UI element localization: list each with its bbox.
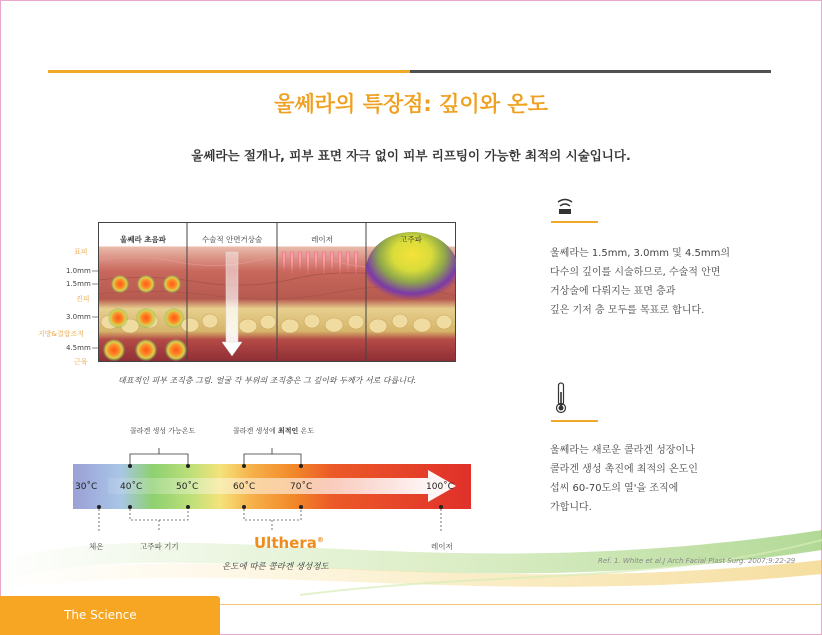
- column-label-surgery: 수술적 안면거상술: [201, 235, 263, 244]
- footer-line: [220, 604, 822, 605]
- anno-collagen-optimal: 콜라겐 생성에 최적인 온도: [233, 427, 315, 435]
- panel2-rule: [551, 420, 598, 422]
- ultrasound-wave-icon: [555, 198, 575, 216]
- layer-label-depth-1: 1.0mm: [66, 267, 91, 275]
- layer-label-depth-3: 3.0mm: [66, 313, 91, 321]
- label-laser: 레이저: [431, 542, 453, 551]
- panel2-text: 울쎄라는 새로운 콜라겐 성장이나 콜라겐 생성 촉진에 최적의 온도인 섭씨 60-70도의 열'을 조직에 가합니다.: [550, 445, 698, 513]
- panel1-rule: [551, 221, 598, 223]
- panel1-text: 울쎄라는 1.5mm, 3.0mm 및 4.5mm의 다수의 깊이를 시술하므로, 수술적 안면 거상술에 다뤄지는 표면 층과 깊은 기저 층 모두를 목표로 합니다.: [550, 248, 731, 316]
- layer-label-epidermis: 표피: [74, 248, 88, 256]
- header-accent-bar: [48, 70, 410, 73]
- anno-collagen-possible: 콜라겐 생성 가능온도: [130, 427, 196, 435]
- label-body-temp: 체온: [89, 542, 104, 551]
- column-label-laser: 레이저: [311, 235, 333, 244]
- layer-label-depth-4: 4.5mm: [66, 344, 91, 352]
- diagram-caption: 대표적인 피부 조직층 그림. 얼굴 각 부위의 조직층은 그 깊이와 두께가 서로 다릅니다.: [118, 376, 417, 385]
- temp-tick-70: 70˚C: [290, 482, 313, 492]
- temp-tick-60: 60˚C: [233, 482, 256, 492]
- ulthera-logo: Ulthera®: [254, 534, 324, 552]
- thermometer-icon: [555, 382, 567, 414]
- footer-section-label: The Science: [64, 608, 137, 622]
- column-label-ulthera: 울쎄라 초음파: [119, 235, 167, 244]
- layer-label-depth-2: 1.5mm: [66, 280, 91, 288]
- temp-tick-30: 30˚C: [75, 482, 98, 492]
- temperature-caption: 온도에 따른 콜라겐 생성정도: [222, 562, 329, 572]
- page-subtitle: 울쎄라는 절개나, 피부 표면 자극 없이 피부 리프팅이 가능한 최적의 시술입니다.: [191, 148, 631, 163]
- temp-tick-40: 40˚C: [120, 482, 143, 492]
- layer-label-dermis: 진피: [76, 295, 90, 303]
- layer-label-fat: 지방&결합조직: [38, 330, 85, 338]
- reference-note: Ref. 1. White et al.J Arch Facial Plast Surg. 2007;9:22-29: [598, 557, 796, 565]
- temp-tick-100: 100˚C: [426, 482, 454, 492]
- label-rf-device: 고주파 기기: [140, 542, 179, 551]
- temp-tick-50: 50˚C: [176, 482, 199, 492]
- column-label-rf: 고주파: [400, 235, 422, 244]
- layer-label-muscle: 근육: [74, 358, 88, 366]
- page-title: 울쎄라의 특장점: 깊이와 온도: [274, 92, 548, 116]
- header-dark-bar: [410, 70, 771, 73]
